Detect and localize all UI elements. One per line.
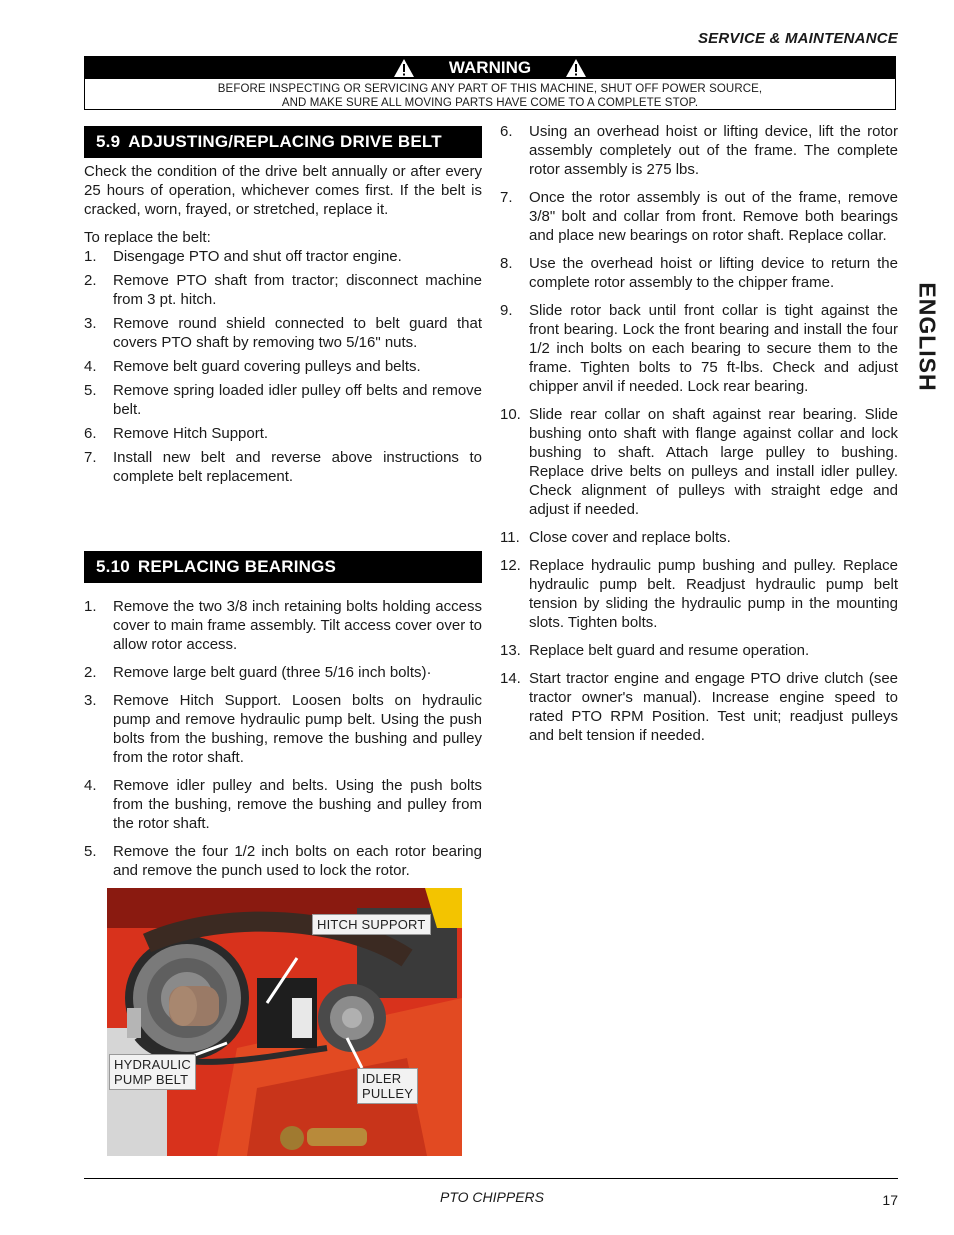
list-item (500, 254, 898, 292)
list-item (500, 405, 898, 519)
step-text: Remove round shield connected to belt guard that covers PTO shaft by removing two 5/16" nuts. (113, 315, 482, 351)
callout-idler-pulley (357, 1068, 418, 1104)
step-text: Remove spring loaded idler pulley off belts and remove belt. (113, 382, 482, 418)
step-number: 1. (84, 598, 97, 615)
section-title: REPLACING BEARINGS (137, 557, 337, 576)
step-text: Remove the two 3/8 inch retaining bolts holding access cover to main frame assembly. Tilt access cover over to allow rotor access. (113, 598, 482, 653)
lead-paragraph: To replace the belt: (84, 229, 211, 246)
step-text: Once the rotor assembly is out of the frame, remove 3/8" bolt and collar from front. Remove both bearings and place new bearings on rotor shaft. Replace collar. (529, 189, 898, 244)
list-item (84, 271, 482, 309)
step-number: 11. (500, 529, 520, 546)
callout-line: IDLER (362, 1071, 402, 1086)
step-text: Remove the four 1/2 inch bolts on each rotor bearing and remove the punch used to lock the rotor. (113, 843, 482, 879)
list-item (84, 424, 482, 443)
step-number: 12. (500, 557, 521, 574)
bearing-steps-list (84, 597, 482, 880)
language-side-tab (905, 282, 949, 392)
callout-line: PULLEY (362, 1086, 414, 1101)
step-text: Remove belt guard covering pulleys and belts. (113, 358, 421, 375)
callout-hitch-support: HITCH SUPPORT (312, 914, 431, 935)
warning-line: BEFORE INSPECTING OR SERVICING ANY PART OF THIS MACHINE, SHUT OFF POWER SOURCE, (217, 83, 763, 95)
right-column (500, 122, 898, 745)
list-item (84, 357, 482, 376)
callout-line: HYDRAULIC (114, 1057, 191, 1072)
step-text: Remove Hitch Support. (113, 425, 269, 442)
step-number: 6. (84, 425, 97, 442)
warning-box (84, 56, 896, 110)
step-number: 5. (84, 843, 97, 860)
step-text: Slide rear collar on shaft against rear bearing. Slide bushing onto shaft with flange against collar and lock bushing to shaft. Attach large pulley to bushing. Replace drive belts on pulleys and install idler pulley. Check alignment of pulleys with straight edge and adjust if needed. (529, 406, 898, 518)
step-text: Close cover and replace bolts. (529, 529, 731, 546)
step-number: 7. (500, 189, 513, 206)
warning-title: WARNING (448, 58, 532, 77)
list-item (84, 842, 482, 880)
step-text: Slide rotor back until front collar is tight against the front bearing. Lock the front bearing and install the four 1/2 inch bolts on each bearing to secure them to the frame. Tighten bolts to 75 ft-lbs. Check and adjust chipper anvil if needed. Lock rear bearing. (529, 302, 898, 395)
belt-assembly-photo (107, 888, 462, 1156)
belt-steps-list (84, 247, 482, 486)
step-text: Replace belt guard and resume operation. (529, 642, 810, 659)
language-label: ENGLISH (914, 282, 941, 392)
list-item (500, 669, 898, 745)
footer-title: PTO CHIPPERS (440, 1189, 544, 1205)
step-text: Remove idler pulley and belts. Using the push bolts from the bushing, remove the bushing and pulley from the rotor shaft. (113, 777, 482, 832)
list-item (500, 528, 898, 547)
list-item (84, 381, 482, 419)
left-column (84, 126, 482, 880)
list-item (84, 448, 482, 486)
step-text: Disengage PTO and shut off tractor engine. (113, 248, 402, 265)
section-heading-5-10 (84, 551, 482, 583)
warning-line: AND MAKE SURE ALL MOVING PARTS HAVE COME TO A COMPLETE STOP. (281, 97, 699, 109)
list-item (500, 122, 898, 179)
step-text: Remove large belt guard (three 5/16 inch bolts)· (113, 664, 432, 681)
callout-hydraulic-pump-belt (109, 1054, 196, 1090)
footer-rule (84, 1178, 898, 1179)
step-number: 2. (84, 664, 97, 681)
callout-line: PUMP BELT (114, 1072, 189, 1087)
step-number: 10. (500, 406, 521, 423)
list-item (500, 556, 898, 632)
step-number: 4. (84, 358, 97, 375)
step-text: Install new belt and reverse above instructions to complete belt replacement. (113, 449, 482, 485)
warning-triangle-icon (565, 58, 587, 78)
page-number: 17 (882, 1192, 898, 1208)
step-text: Replace hydraulic pump bushing and pulley. Replace hydraulic pump belt. Readjust hydraulic pump belt tension by sliding the hydraulic pump in the mounting slots. Tighten bolts. (529, 557, 898, 631)
list-item (84, 597, 482, 654)
warning-bar (85, 57, 895, 79)
step-text: Use the overhead hoist or lifting device to return the complete rotor assembly to the chipper frame. (529, 255, 898, 291)
step-number: 5. (84, 382, 97, 399)
running-header: SERVICE & MAINTENANCE (697, 30, 898, 47)
warning-triangle-icon (393, 58, 415, 78)
step-number: 6. (500, 123, 513, 140)
section-heading-5-9 (84, 126, 482, 158)
bearing-steps-list-continued (500, 122, 898, 745)
step-number: 3. (84, 692, 97, 709)
section-title: ADJUSTING/REPLACING DRIVE BELT (128, 132, 442, 151)
step-number: 8. (500, 255, 513, 272)
list-item (84, 776, 482, 833)
list-item (84, 247, 482, 266)
list-item (84, 691, 482, 767)
step-text: Start tractor engine and engage PTO drive clutch (see tractor owner's manual). Increase engine speed to rated PTO RPM Position. Test unit; readjust pulleys and belt tension if needed. (529, 670, 898, 744)
step-number: 7. (84, 449, 97, 466)
step-number: 1. (84, 248, 97, 265)
list-item (500, 641, 898, 660)
list-item (84, 314, 482, 352)
step-text: Using an overhead hoist or lifting device, lift the rotor assembly completely out of the frame. The complete rotor assembly is 275 lbs. (529, 123, 898, 178)
intro-paragraph: Check the condition of the drive belt annually or after every 25 hours of operation, whichever comes first. If the belt is cracked, worn, frayed, or stretched, replace it. (84, 163, 482, 218)
warning-text (85, 79, 895, 110)
list-item (500, 301, 898, 396)
step-text: Remove Hitch Support. Loosen bolts on hydraulic pump and remove hydraulic pump belt. Using the push bolts from the bushing, remove the bushing and pulley from the rotor shaft. (113, 692, 482, 766)
section-number: 5.10 (96, 557, 130, 576)
step-number: 13. (500, 642, 521, 659)
step-number: 9. (500, 302, 513, 319)
step-number: 4. (84, 777, 97, 794)
list-item (500, 188, 898, 245)
step-number: 14. (500, 670, 521, 687)
step-text: Remove PTO shaft from tractor; disconnect machine from 3 pt. hitch. (113, 272, 482, 308)
list-item (84, 663, 482, 682)
section-number: 5.9 (96, 132, 121, 151)
step-number: 3. (84, 315, 97, 332)
step-number: 2. (84, 272, 97, 289)
